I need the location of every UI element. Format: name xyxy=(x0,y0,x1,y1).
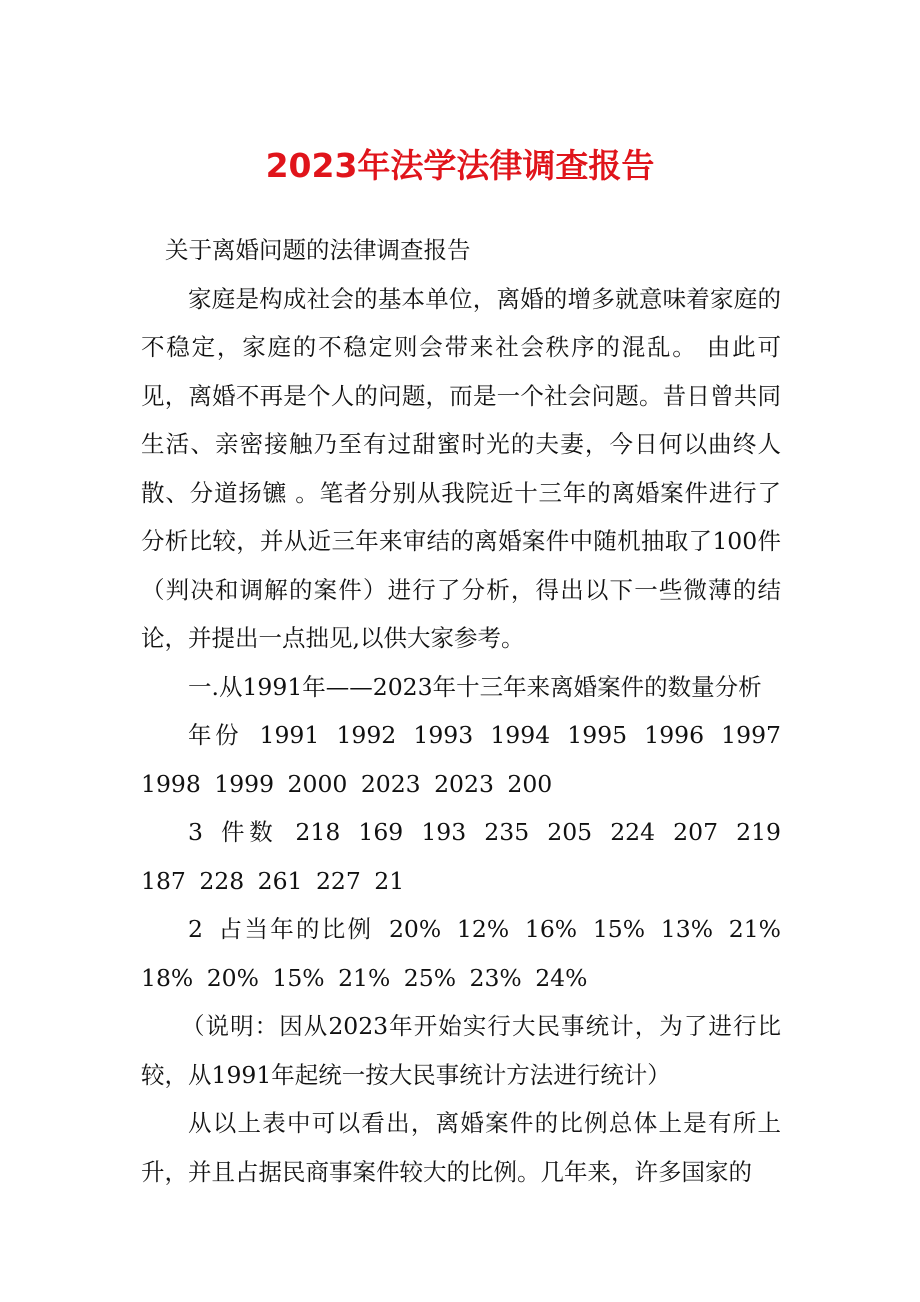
document-body xyxy=(141,226,781,1196)
table-years-row: 年份 1991 1992 1993 1994 1995 1996 1997 1998 1999 2000 2023 2023 200 xyxy=(141,721,781,798)
section-heading: 一.从1991年——2023年十三年来离婚案件的数量分析 xyxy=(188,672,762,701)
intro-paragraph: 家庭是构成社会的基本单位，离婚的增多就意味着家庭的不稳定，家庭的不稳定则会带来社会秩序的混乱。 由此可见，离婚不再是个人的问题，而是一个社会问题。昔日曾共同生活、亲密接触乃至有过甜蜜时光的夫妻，今日何以曲终人散、分道扬镳 。笔者分别从我院近十三年的离婚案件进行了分析比较，并从近三年来审结的离婚案件中随机抽取了100件（判决和调解的案件）进行了分析，得出以下一些微薄的结论，并提出一点拙见,以供大家参考。 xyxy=(141,284,781,652)
table-ratio-row: 2 占当年的比例 20% 12% 16% 15% 13% 21% 18% 20% 15% 21% 25% 23% 24% xyxy=(141,915,781,992)
report-subtitle: 关于离婚问题的法律调查报告 xyxy=(165,236,471,264)
analysis-paragraph: 从以上表中可以看出，离婚案件的比例总体上是有所上升，并且占据民商事案件较大的比例。几年来，许多国家的 xyxy=(141,1109,781,1186)
note-paragraph: （说明：因从2023年开始实行大民事统计，为了进行比较，从1991年起统一按大民事统计方法进行统计） xyxy=(141,1012,781,1089)
table-counts-row: 3 件数 218 169 193 235 205 224 207 219 187 228 261 227 21 xyxy=(141,818,781,895)
document-title: 2023年法学法律调查报告 xyxy=(265,146,655,185)
